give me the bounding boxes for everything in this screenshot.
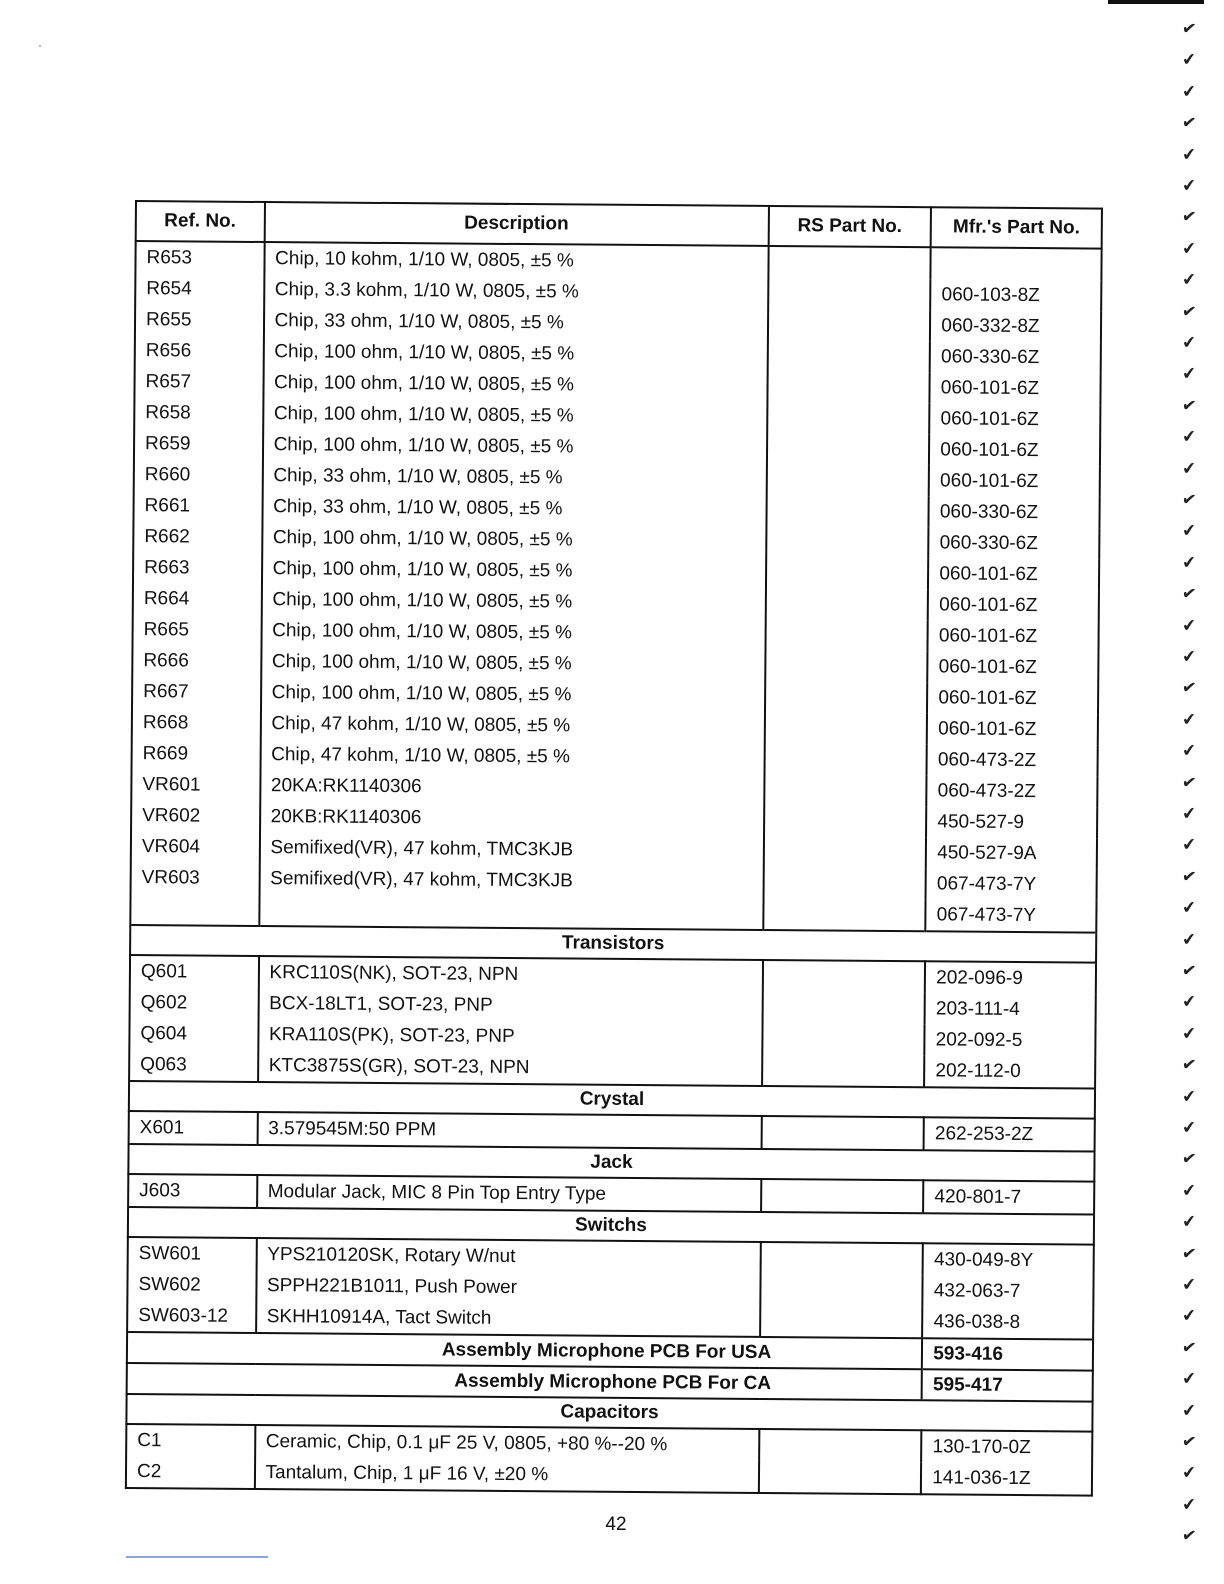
ref-cell: VR601 xyxy=(131,769,260,801)
ref-cell: R654 xyxy=(135,273,264,305)
mfr-part-cell: 060-101-6Z xyxy=(929,434,1100,466)
assembly-label: Assembly Microphone PCB For CA xyxy=(127,1363,923,1400)
rs-part-cell xyxy=(765,650,928,682)
description-cell: Chip, 33 ohm, 1/10 W, 0805, ±5 % xyxy=(262,491,766,526)
description-cell: SKHH10914A, Tact Switch xyxy=(256,1301,760,1337)
margin-tick-mark: ✔ xyxy=(1181,1085,1198,1107)
ref-cell: VR604 xyxy=(131,831,260,863)
margin-tick-mark: ✔ xyxy=(1180,583,1198,605)
rs-part-cell xyxy=(767,371,930,403)
margin-tick-mark: ✔ xyxy=(1180,1054,1198,1076)
description-cell: Chip, 100 ohm, 1/10 W, 0805, ±5 % xyxy=(263,398,767,433)
rs-part-cell xyxy=(762,1054,925,1087)
margin-tick-mark: ✔ xyxy=(1181,1211,1198,1232)
section-title: Jack xyxy=(128,1144,1094,1182)
ref-cell: Q602 xyxy=(130,987,259,1019)
margin-tick-mark: ✔ xyxy=(1181,269,1198,290)
description-cell: Ceramic, Chip, 0.1 μF 25 V, 0805, +80 %--20 % xyxy=(255,1425,759,1461)
rs-part-cell xyxy=(761,1179,924,1213)
rs-part-cell xyxy=(765,681,928,713)
parts-list-table xyxy=(125,200,1103,1497)
rs-part-cell xyxy=(764,743,927,775)
ref-cell: SW601 xyxy=(128,1237,257,1270)
margin-tick-mark: ✔ xyxy=(1181,1462,1198,1484)
margin-tick-mark: ✔ xyxy=(1181,991,1198,1013)
header-ref: Ref. No. xyxy=(136,201,265,242)
rs-part-cell xyxy=(766,495,929,527)
mfr-part-cell: 060-101-6Z xyxy=(929,403,1100,435)
margin-tick-mark: ✔ xyxy=(1181,363,1198,385)
ref-cell: R663 xyxy=(133,552,262,584)
margin-tick-mark: ✔ xyxy=(1180,18,1198,39)
rs-part-cell xyxy=(760,1274,923,1306)
margin-tick-mark: ✔ xyxy=(1181,1023,1198,1044)
mfr-part-cell: 450-527-9 xyxy=(926,806,1097,838)
margin-tick-mark: ✔ xyxy=(1181,740,1198,761)
margin-tick-mark: ✔ xyxy=(1180,394,1198,416)
rs-part-cell xyxy=(764,774,927,806)
mfr-part-cell xyxy=(931,247,1102,280)
description-cell: Chip, 100 ohm, 1/10 W, 0805, ±5 % xyxy=(263,336,767,371)
rs-part-cell xyxy=(766,557,929,589)
description-cell: Tantalum, Chip, 1 μF 16 V, ±20 % xyxy=(254,1457,758,1493)
description-cell: Chip, 100 ohm, 1/10 W, 0805, ±5 % xyxy=(263,367,767,402)
mfr-part-cell: 060-101-6Z xyxy=(930,372,1101,404)
description-cell: Chip, 100 ohm, 1/10 W, 0805, ±5 % xyxy=(261,584,765,619)
rs-part-cell xyxy=(765,619,928,651)
table-body xyxy=(126,241,1102,1496)
ref-cell: R660 xyxy=(134,459,263,491)
margin-tick-mark: ✔ xyxy=(1181,143,1198,165)
margin-tick-mark: ✔ xyxy=(1181,614,1198,636)
ref-cell: R665 xyxy=(133,614,262,646)
description-cell: Chip, 100 ohm, 1/10 W, 0805, ±5 % xyxy=(261,646,765,681)
ref-cell: SW603-12 xyxy=(127,1300,256,1333)
scan-speck: · xyxy=(38,38,42,52)
mfr-part-cell: 202-096-9 xyxy=(925,961,1096,994)
rs-part-cell xyxy=(761,1116,924,1150)
margin-tick-mark: ✔ xyxy=(1181,552,1198,573)
ref-cell: R658 xyxy=(134,397,263,429)
margin-tick-mark: ✔ xyxy=(1181,520,1198,542)
margin-tick-mark: ✔ xyxy=(1181,81,1198,102)
description-cell: 20KB:RK1140306 xyxy=(260,801,764,836)
ref-cell: R666 xyxy=(132,645,261,677)
margin-tick-mark: ✔ xyxy=(1180,960,1198,981)
mfr-part-cell: 060-473-2Z xyxy=(927,775,1098,807)
description-cell: Chip, 10 kohm, 1/10 W, 0805, ±5 % xyxy=(264,242,768,278)
section-title: Switchs xyxy=(128,1207,1094,1245)
mfr-part-cell: 060-473-2Z xyxy=(927,744,1098,776)
margin-tick-mark: ✔ xyxy=(1180,206,1198,228)
rs-part-cell xyxy=(765,588,928,620)
section-title: Crystal xyxy=(129,1081,1095,1119)
margin-tick-mark: ✔ xyxy=(1181,897,1198,918)
header-mfr-part: Mfr.'s Part No. xyxy=(931,207,1102,248)
margin-tick-mark: ✔ xyxy=(1181,1274,1198,1295)
table-row xyxy=(126,1456,1092,1496)
mfr-part-cell: 141-036-1Z xyxy=(921,1462,1092,1495)
margin-tick-mark: ✔ xyxy=(1181,332,1198,353)
rs-part-cell xyxy=(766,464,929,496)
rs-part-cell xyxy=(760,1305,923,1338)
header-description: Description xyxy=(264,202,768,246)
ref-cell: R657 xyxy=(134,366,263,398)
rs-part-cell xyxy=(763,867,926,899)
ref-cell: R668 xyxy=(132,707,261,739)
mfr-part-cell: 067-473-7Y xyxy=(926,868,1097,900)
mfr-part-cell: 060-330-6Z xyxy=(930,341,1101,373)
margin-tick-mark: ✔ xyxy=(1181,426,1198,447)
mfr-part-cell: 060-330-6Z xyxy=(928,527,1099,559)
mfr-part-cell: 060-101-6Z xyxy=(929,465,1100,497)
description-cell: Chip, 100 ohm, 1/10 W, 0805, ±5 % xyxy=(262,522,766,557)
description-cell: YPS210120SK, Rotary W/nut xyxy=(256,1238,760,1274)
ref-cell: Q604 xyxy=(129,1018,258,1050)
rs-part-cell xyxy=(768,278,931,310)
rs-part-cell xyxy=(762,992,925,1024)
mfr-part-cell: 430-049-8Y xyxy=(923,1243,1094,1276)
description-cell: Chip, 100 ohm, 1/10 W, 0805, ±5 % xyxy=(261,615,765,650)
ref-cell: X601 xyxy=(129,1111,258,1145)
rs-part-cell xyxy=(762,960,925,993)
margin-tick-mark: ✔ xyxy=(1180,1431,1198,1452)
ref-cell: VR602 xyxy=(131,800,260,832)
margin-tick-mark: ✔ xyxy=(1181,175,1198,196)
rs-part-cell xyxy=(762,1023,925,1055)
margin-tick-mark: ✔ xyxy=(1180,300,1198,322)
mfr-part-cell: 060-101-6Z xyxy=(928,651,1099,683)
description-cell: Chip, 33 ohm, 1/10 W, 0805, ±5 % xyxy=(262,460,766,495)
rs-part-cell xyxy=(767,402,930,434)
mfr-part-cell: 432-063-7 xyxy=(923,1275,1094,1307)
rs-part-cell xyxy=(768,246,931,279)
section-title: Capacitors xyxy=(126,1394,1092,1432)
margin-tick-mark: ✔ xyxy=(1181,238,1198,259)
mfr-part-cell: 203-111-4 xyxy=(925,993,1096,1025)
mfr-part-cell: 060-101-6Z xyxy=(927,682,1098,714)
top-edge-rule xyxy=(1108,0,1204,4)
description-cell: Modular Jack, MIC 8 Pin Top Entry Type xyxy=(257,1175,761,1212)
margin-tick-mark: ✔ xyxy=(1181,1305,1198,1327)
mfr-part-cell: 436-038-8 xyxy=(922,1306,1093,1339)
margin-tick-mark: ✔ xyxy=(1181,1117,1198,1138)
description-cell: 20KA:RK1140306 xyxy=(260,770,764,805)
mfr-part-cell: 420-801-7 xyxy=(923,1180,1094,1214)
margin-tick-mark: ✔ xyxy=(1181,928,1198,950)
description-cell: Chip, 3.3 kohm, 1/10 W, 0805, ±5 % xyxy=(264,274,768,309)
description-cell: 3.579545M:50 PPM xyxy=(257,1112,761,1149)
mfr-part-cell: 060-332-8Z xyxy=(930,310,1101,342)
rs-part-cell xyxy=(766,526,929,558)
ref-cell: R662 xyxy=(133,521,262,553)
mfr-part-cell: 202-112-0 xyxy=(924,1055,1095,1088)
margin-tick-mark: ✔ xyxy=(1181,834,1198,856)
description-cell: KRA110S(PK), SOT-23, PNP xyxy=(258,1019,762,1054)
section-title: Transistors xyxy=(130,925,1096,963)
mfr-part-cell: 262-253-2Z xyxy=(924,1117,1095,1151)
ref-cell: Q601 xyxy=(130,955,259,988)
ref-cell: R659 xyxy=(134,428,263,460)
mfr-part-cell: 060-101-6Z xyxy=(928,558,1099,590)
rs-part-cell xyxy=(759,1429,922,1462)
rs-part-cell xyxy=(767,433,930,465)
margin-tick-mark: ✔ xyxy=(1181,1368,1198,1389)
header-rs-part: RS Part No. xyxy=(768,206,931,247)
margin-tick-mark: ✔ xyxy=(1181,49,1198,71)
margin-tick-mark: ✔ xyxy=(1180,865,1198,887)
rs-part-cell xyxy=(768,309,931,341)
rs-part-cell xyxy=(763,898,926,931)
assembly-part-number: 593-416 xyxy=(922,1338,1093,1370)
description-cell: SPPH221B1011, Push Power xyxy=(256,1270,760,1305)
ref-cell: R655 xyxy=(135,304,264,336)
rs-part-cell xyxy=(767,340,930,372)
description-cell: Chip, 100 ohm, 1/10 W, 0805, ±5 % xyxy=(262,553,766,588)
margin-tick-mark: ✔ xyxy=(1180,112,1198,134)
mfr-part-cell: 450-527-9A xyxy=(926,837,1097,869)
margin-tick-mark: ✔ xyxy=(1180,1242,1198,1264)
description-cell: Chip, 47 kohm, 1/10 W, 0805, ±5 % xyxy=(260,708,764,743)
description-cell: Chip, 100 ohm, 1/10 W, 0805, ±5 % xyxy=(261,677,765,712)
assembly-part-number: 595-417 xyxy=(922,1369,1093,1401)
margin-tick-mark: ✔ xyxy=(1180,1525,1198,1547)
margin-tick-mark: ✔ xyxy=(1181,709,1198,730)
assembly-label: Assembly Microphone PCB For USA xyxy=(127,1332,923,1369)
margin-tick-mark: ✔ xyxy=(1181,803,1198,824)
margin-tick-mark: ✔ xyxy=(1180,677,1198,699)
rs-part-cell xyxy=(764,805,927,837)
rs-part-cell xyxy=(763,836,926,868)
description-cell: KRC110S(NK), SOT-23, NPN xyxy=(258,956,762,992)
margin-tick-mark: ✔ xyxy=(1180,771,1198,793)
ref-cell: J603 xyxy=(128,1174,257,1208)
ref-cell xyxy=(130,893,259,926)
description-cell: Chip, 33 ohm, 1/10 W, 0805, ±5 % xyxy=(263,305,767,340)
mfr-part-cell: 060-101-6Z xyxy=(928,589,1099,621)
ref-cell: VR603 xyxy=(131,862,260,894)
mfr-part-cell: 060-101-6Z xyxy=(927,713,1098,745)
margin-tick-mark: ✔ xyxy=(1180,1336,1198,1358)
ref-cell: R656 xyxy=(135,335,264,367)
mfr-part-cell: 067-473-7Y xyxy=(926,899,1097,932)
ref-cell: C1 xyxy=(126,1424,255,1457)
binding-margin-marks xyxy=(1178,20,1208,1560)
mfr-part-cell: 060-330-6Z xyxy=(929,496,1100,528)
margin-tick-mark: ✔ xyxy=(1181,457,1198,479)
ref-cell: R653 xyxy=(135,241,264,274)
ref-cell: C2 xyxy=(126,1456,255,1489)
page-number: 42 xyxy=(605,1514,627,1535)
ref-cell: R664 xyxy=(133,583,262,615)
rs-part-cell xyxy=(758,1461,921,1494)
description-cell: Semifixed(VR), 47 kohm, TMC3KJB xyxy=(259,863,763,898)
margin-tick-mark: ✔ xyxy=(1180,489,1198,510)
margin-tick-mark: ✔ xyxy=(1181,1180,1198,1201)
description-cell: BCX-18LT1, SOT-23, PNP xyxy=(258,988,762,1023)
mfr-part-cell: 060-103-8Z xyxy=(930,279,1101,311)
description-cell xyxy=(259,894,763,930)
description-cell: Chip, 47 kohm, 1/10 W, 0805, ±5 % xyxy=(260,739,764,774)
ref-cell: R661 xyxy=(133,490,262,522)
description-cell: KTC3875S(GR), SOT-23, NPN xyxy=(258,1050,762,1086)
mfr-part-cell: 130-170-0Z xyxy=(921,1430,1092,1463)
ref-cell: R669 xyxy=(132,738,261,770)
ref-cell: SW602 xyxy=(127,1269,256,1301)
margin-tick-mark: ✔ xyxy=(1181,646,1198,667)
mfr-part-cell: 202-092-5 xyxy=(925,1024,1096,1056)
margin-tick-mark: ✔ xyxy=(1181,1494,1198,1515)
margin-tick-mark: ✔ xyxy=(1181,1399,1198,1421)
corner-line xyxy=(126,1556,268,1558)
ref-cell: R667 xyxy=(132,676,261,708)
rs-part-cell xyxy=(764,712,927,744)
description-cell: Chip, 100 ohm, 1/10 W, 0805, ±5 % xyxy=(262,429,766,464)
ref-cell: Q063 xyxy=(129,1049,258,1082)
description-cell: Semifixed(VR), 47 kohm, TMC3KJB xyxy=(259,832,763,867)
mfr-part-cell: 060-101-6Z xyxy=(928,620,1099,652)
margin-tick-mark: ✔ xyxy=(1180,1148,1198,1170)
rs-part-cell xyxy=(760,1242,923,1275)
